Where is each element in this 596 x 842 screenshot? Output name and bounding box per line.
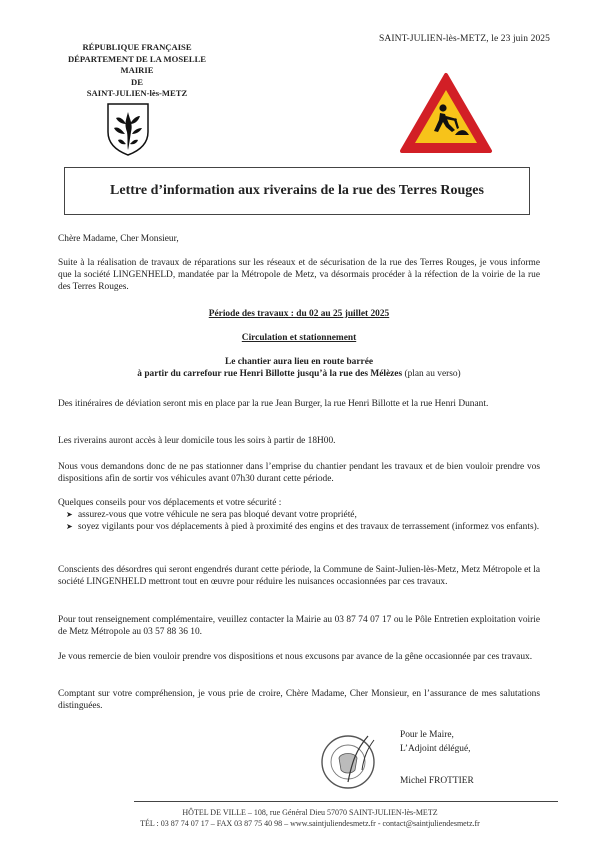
circulation-heading (58, 332, 540, 344)
sender-line-de: DE (131, 76, 143, 87)
advice-intro: Quelques conseils pour vos déplacements et votre sécurité : (58, 498, 282, 508)
signature-line-2: L’Adjoint délégué, (400, 744, 471, 754)
advice-item-text: soyez vigilants pour vos déplacements à pied à proximité des engins et des travaux de terrassement (informez vos enfants). (78, 522, 540, 533)
signatory-name: Michel FROTTIER (400, 776, 474, 786)
signature-spacer (400, 756, 474, 774)
advice-item (58, 509, 540, 521)
arrow-bullet-icon: ➤ (66, 522, 73, 532)
municipal-crest-icon (106, 102, 150, 156)
sender-line-commune: SAINT-JULIEN-lès-METZ (86, 88, 188, 99)
advice-item-text: assurez-vous que votre véhicule ne sera pas bloqué devant votre propriété, (78, 510, 357, 521)
closure-block (58, 356, 540, 380)
advice-list (58, 509, 540, 533)
closing-paragraph: Comptant sur votre compréhension, je vous prie de croire, Chère Madame, Cher Monsieur, en l’assurance de mes salutations distinguées. (58, 689, 540, 712)
sender-line-departement: DÉPARTEMENT DE LA MOSELLE (67, 53, 207, 64)
sender-line-republique: RÉPUBLIQUE FRANÇAISE (82, 42, 192, 52)
period-text: Période des travaux : du 02 au 25 juillet 2025 (208, 309, 390, 319)
letter-title: Lettre d’information aux riverains de la rue des Terres Rouges (64, 167, 530, 215)
disorder-paragraph: Conscients des désordres qui seront engendrés durant cette période, la Commune de Saint-Julien-lès-Metz, Metz Métropole et la société LINGENHELD mettront tout en œuvre pour réduire les nuisances occasionnées par ces travaux. (58, 565, 540, 588)
closure-line-1: Le chantier aura lieu en route barrée (224, 357, 374, 367)
footer-divider (134, 801, 558, 802)
period-line (58, 308, 540, 320)
access-paragraph: Les riverains auront accès à leur domicile tous les soirs à partir de 18H00. (58, 436, 336, 446)
closure-line-2: à partir du carrefour rue Henri Billotte jusqu’à la rue des Mélèzes (137, 369, 403, 380)
circulation-heading-text: Circulation et stationnement (241, 333, 357, 343)
parking-paragraph: Nous vous demandons donc de ne pas stationner dans l’emprise du chantier pendant les travaux et de bien vouloir prendre vos dispositions afin de sortir vos véhicules avant 07h30 durant cette période. (58, 462, 540, 485)
closure-line-2-row (58, 368, 540, 380)
deviation-paragraph: Des itinéraires de déviation seront mis en place par la rue Jean Burger, la rue Henri Billotte et la rue Henri Dunant. (58, 399, 489, 409)
mairie-stamp-icon (308, 730, 392, 790)
sender-line-mairie: MAIRIE (120, 65, 154, 76)
sender-block (62, 42, 212, 100)
thanks-paragraph: Je vous remercie de bien vouloir prendre vos dispositions et nous excusons par avance de la gêne occasionnée par ces travaux. (58, 652, 533, 662)
signature-block (400, 728, 474, 788)
footer-address: HÔTEL DE VILLE – 108, rue Général Dieu 57070 SAINT-JULIEN-lès-METZ (182, 808, 438, 817)
contact-paragraph: Pour tout renseignement complémentaire, veuillez contacter la Mairie au 03 87 74 07 17 ou le Pôle Entretien exploitation voirie de Metz Métropole au 03 57 88 36 10. (58, 615, 540, 638)
advice-item (58, 521, 540, 533)
signature-line-1: Pour le Maire, (400, 730, 454, 740)
closure-note: (plan au verso) (404, 369, 461, 380)
roadworks-warning-sign-icon (399, 72, 493, 154)
advice-block (58, 497, 540, 534)
letter-date: SAINT-JULIEN-lès-METZ, le 23 juin 2025 (379, 34, 550, 44)
arrow-bullet-icon: ➤ (66, 510, 73, 520)
intro-paragraph: Suite à la réalisation de travaux de réparations sur les réseaux et de sécurisation de la rue des Terres Rouges, je vous informe que la société LINGENHELD, mandatée par la Métropole de Metz, va désormais procéder à la réfection de la voirie de la rue des Terres Rouges. (58, 258, 540, 293)
salutation: Chère Madame, Cher Monsieur, (58, 234, 179, 244)
footer-contacts: TÉL : 03 87 74 07 17 – FAX 03 87 75 40 98 – www.saintjuliendesmetz.fr - contact@saintjuliendesmetz.fr (140, 819, 480, 828)
